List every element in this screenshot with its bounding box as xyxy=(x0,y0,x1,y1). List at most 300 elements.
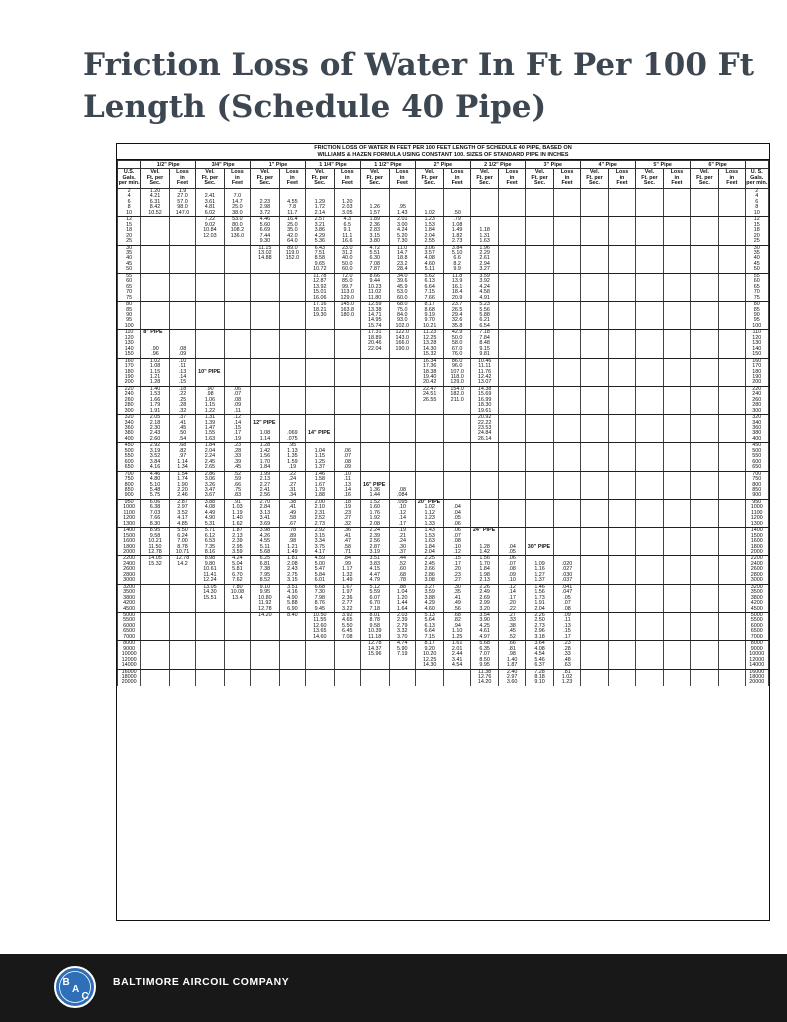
table-cell: 8.78 xyxy=(360,618,389,623)
table-cell: 6.24 xyxy=(169,534,195,539)
table-cell: .09 xyxy=(554,612,580,618)
table-cell: 2.96 xyxy=(525,629,554,634)
table-cell: 8.17 xyxy=(415,302,444,308)
table-cell: .71 xyxy=(334,550,360,556)
table-cell: 1.89 xyxy=(360,217,389,223)
table-cell: 2.20 xyxy=(169,488,195,493)
table-cell: .52 xyxy=(224,471,250,477)
table-cell: 10.61 xyxy=(196,567,225,572)
table-cell: .06 xyxy=(224,386,250,392)
gpm-cell: 6500 xyxy=(118,629,141,634)
table-cell: 30" PIPE xyxy=(525,545,554,550)
gpm-cell: 850 xyxy=(745,488,768,493)
gpm-cell: 280 xyxy=(745,403,768,408)
gpm-cell: 2400 xyxy=(745,562,768,567)
table-cell: 14.37 xyxy=(360,647,389,652)
table-cell: 7.00 xyxy=(169,539,195,544)
gpm-cell: 220 xyxy=(118,386,141,392)
gpm-cell: 1100 xyxy=(118,511,141,516)
table-cell: 3.84 xyxy=(141,460,170,465)
table-cell: 1.28 xyxy=(251,443,280,449)
velocity-header-line: Vel. xyxy=(315,169,325,176)
table-cell: .12 xyxy=(389,511,415,516)
table-cell: 11.1 xyxy=(334,234,360,239)
table-cell: 1.17 xyxy=(334,567,360,572)
table-cell: 1.16 xyxy=(525,567,554,572)
table-cell: 2.25 xyxy=(415,556,444,562)
table-cell: 1.14 xyxy=(251,437,280,443)
table-cell: 4.55 xyxy=(251,539,280,544)
table-cell: 16.6 xyxy=(334,239,360,245)
gpm-cell: 2800 xyxy=(118,573,141,578)
table-cell: 45.9 xyxy=(389,285,415,290)
table-cell: .95 xyxy=(279,443,305,449)
table-cell: .28 xyxy=(554,647,580,652)
table-cell: 2.92 xyxy=(141,443,170,449)
table-cell: 5.71 xyxy=(196,528,225,534)
table-cell: .67 xyxy=(279,522,305,528)
table-cell: 102.0 xyxy=(389,324,415,330)
table-cell: 2.04 xyxy=(196,449,225,454)
table-cell: 12.78 xyxy=(169,556,195,562)
gpm-cell: 220 xyxy=(745,386,768,392)
table-cell: 6.25 xyxy=(251,556,280,562)
table-cell: 5.68 xyxy=(470,641,499,647)
table-cell: 4.85 xyxy=(169,522,195,528)
table-cell: 1.26 xyxy=(360,205,389,210)
table-cell: 1.67 xyxy=(306,483,335,488)
table-cell: .12 xyxy=(499,584,525,590)
gpm-cell: 1000 xyxy=(745,505,768,510)
table-cell: 3.67 xyxy=(196,493,225,499)
table-cell: 2.01 xyxy=(389,217,415,223)
table-cell: .34 xyxy=(279,493,305,499)
gpm-cell: 55 xyxy=(118,273,141,279)
pipe-size-header: 6" Pipe xyxy=(690,161,745,169)
loss-header-line: Loss xyxy=(725,169,739,176)
table-cell: 7.15 xyxy=(415,290,444,295)
table-cell: 119.0 xyxy=(279,251,305,256)
velocity-header-line: Ft. per xyxy=(201,174,219,181)
table-cell: 1.43 xyxy=(389,211,415,217)
table-cell: 8.98 xyxy=(196,556,225,562)
table-cell: 2.36 xyxy=(360,223,389,228)
table-cell: 9.58 xyxy=(360,624,389,629)
gpm-cell: 120 xyxy=(118,336,141,341)
table-cell: 1.31 xyxy=(470,234,499,239)
table-cell: 15.32 xyxy=(415,352,444,358)
loss-header-line: Feet xyxy=(396,180,408,187)
table-cell: 2.99 xyxy=(470,601,499,606)
table-cell: 1.63 xyxy=(415,539,444,544)
table-cell: 11.18 xyxy=(360,635,389,641)
table-cell: 7.19 xyxy=(389,652,415,657)
gpm-cell: 180 xyxy=(118,370,141,375)
table-cell: 14.95 xyxy=(360,318,389,323)
table-cell: 8" PIPE xyxy=(141,330,170,336)
table-cell: .37 xyxy=(389,550,415,556)
table-cell: 1.72 xyxy=(306,205,335,210)
table-cell: 1.14 xyxy=(169,460,195,465)
table-cell: 4.24 xyxy=(389,228,415,233)
table-cell: 2.03 xyxy=(334,205,360,210)
table-cell: 7.38 xyxy=(251,567,280,572)
table-cell: 76.0 xyxy=(444,352,470,358)
table-cell: 3.60 xyxy=(499,680,525,685)
gpm-cell: 2200 xyxy=(118,556,141,562)
gpm-cell: 35 xyxy=(118,251,141,256)
gpm-cell: 20 xyxy=(118,234,141,239)
table-cell: .48 xyxy=(554,658,580,663)
table-cell: 1.70 xyxy=(470,562,499,567)
loss-header xyxy=(499,169,525,189)
table-cell: 10.52 xyxy=(141,211,170,217)
table-cell: 4.80 xyxy=(141,477,170,482)
table-cell: 4.97 xyxy=(470,635,499,641)
table-cell: 11.38 xyxy=(470,669,499,675)
table-cell: 7.15 xyxy=(415,635,444,641)
table-cell: 7.87 xyxy=(360,267,389,273)
gpm-cell: 4 xyxy=(745,194,768,199)
table-cell: 6.02 xyxy=(196,211,225,217)
table-cell: .38 xyxy=(279,499,305,505)
table-cell: .05 xyxy=(444,516,470,521)
gpm-cell: 95 xyxy=(118,318,141,323)
gpm-cell: 90 xyxy=(118,313,141,318)
table-cell: 2.45 xyxy=(196,460,225,465)
gpm-cell: 4500 xyxy=(745,607,768,613)
table-cell: 4.46 xyxy=(141,471,170,477)
table-cell: 4.47 xyxy=(360,573,389,578)
gpm-cell: 300 xyxy=(745,409,768,415)
table-cell: .04 xyxy=(444,505,470,510)
table-cell: 42.0 xyxy=(279,234,305,239)
loss-header-line: in xyxy=(509,174,515,181)
table-cell: 14.30 xyxy=(415,347,444,352)
table-cell: .15 xyxy=(554,629,580,634)
gpm-cell: 320 xyxy=(745,415,768,421)
table-cell xyxy=(580,680,609,685)
table-cell: 5.81 xyxy=(224,567,250,572)
table-cell: 24.51 xyxy=(415,392,444,397)
table-cell: 9.20 xyxy=(415,647,444,652)
gpm-cell: 12000 xyxy=(745,658,768,663)
gpm-cell: 120 xyxy=(745,336,768,341)
gpm-header-right-line: U. S. xyxy=(750,169,763,176)
table-cell: 2.79 xyxy=(389,624,415,629)
table-cell: 4.21 xyxy=(141,194,170,199)
svg-text:B: B xyxy=(62,977,70,988)
table-cell: .030 xyxy=(554,573,580,578)
table-cell: 4.65 xyxy=(334,618,360,623)
table-cell: 12.25 xyxy=(415,658,444,663)
gpm-cell: 2 xyxy=(118,189,141,195)
table-cell: 8.95 xyxy=(141,528,170,534)
table-cell: 6.12 xyxy=(196,534,225,539)
table-cell: 14.05 xyxy=(141,556,170,562)
table-cell: 5.50 xyxy=(169,528,195,534)
table-cell: 2.92 xyxy=(306,528,335,534)
table-cell: 20.9 xyxy=(444,296,470,302)
loss-header xyxy=(664,169,690,189)
loss-header xyxy=(554,169,580,189)
table-cell: 1.21 xyxy=(279,545,305,550)
table-cell: 2.75 xyxy=(279,573,305,578)
table-cell: 15.69 xyxy=(470,392,499,397)
table-cell: 9.1 xyxy=(334,228,360,233)
gpm-cell: 1500 xyxy=(118,534,141,539)
table-cell: 2.73 xyxy=(525,624,554,629)
table-cell: 4.61 xyxy=(470,629,499,634)
table-cell: .39 xyxy=(224,460,250,465)
table-cell: .06 xyxy=(499,556,525,562)
table-cell: 5.59 xyxy=(360,590,389,595)
gpm-cell: 800 xyxy=(118,483,141,488)
table-cell: .22 xyxy=(499,607,525,613)
pipe-size-header: 3/4" Pipe xyxy=(196,161,251,169)
gpm-cell: 65 xyxy=(118,285,141,290)
table-cell: 9.02 xyxy=(196,223,225,228)
table-cell: 3.92 xyxy=(334,612,360,618)
table-cell: 7.08 xyxy=(360,262,389,267)
gpm-cell: 80 xyxy=(745,302,768,308)
gpm-cell: 3000 xyxy=(118,578,141,584)
table-cell: .07 xyxy=(499,562,525,567)
loss-header-line: Feet xyxy=(671,180,683,187)
gpm-cell: 7000 xyxy=(118,635,141,641)
table-cell: 1.25 xyxy=(306,460,335,465)
gpm-cell: 240 xyxy=(745,392,768,397)
table-cell: 5.56 xyxy=(470,308,499,313)
table-cell: .54 xyxy=(169,437,195,443)
table-cell: 4.49 xyxy=(196,511,225,516)
table-cell: 3.86 xyxy=(306,228,335,233)
table-cell: 1.19 xyxy=(224,511,250,516)
table-cell: .069 xyxy=(279,431,305,436)
table-cell: .19 xyxy=(389,528,415,534)
table-cell: .08 xyxy=(554,607,580,613)
gpm-cell: 12 xyxy=(118,217,141,223)
table-cell: 12.78 xyxy=(251,607,280,613)
table-cell: 2.73 xyxy=(306,522,335,528)
table-cell: .10 xyxy=(169,358,195,364)
table-cell: 8.30 xyxy=(141,522,170,528)
table-cell: 28.4 xyxy=(389,267,415,273)
gpm-cell: 10 xyxy=(745,211,768,217)
gpm-cell: 260 xyxy=(745,398,768,403)
table-caption xyxy=(117,144,769,160)
table-cell: 3.05 xyxy=(334,211,360,217)
table-cell: 3.47 xyxy=(196,488,225,493)
table-cell: 14.20 xyxy=(251,612,280,618)
gpm-cell: 3000 xyxy=(745,578,768,584)
table-cell: .13 xyxy=(169,370,195,375)
table-cell: 1.70 xyxy=(251,460,280,465)
table-cell: .68 xyxy=(389,573,415,578)
table-cell: 4.79 xyxy=(360,578,389,584)
table-cell: 4.74 xyxy=(389,641,415,647)
table-cell: 1.22 xyxy=(196,409,225,415)
table-cell: .33 xyxy=(554,652,580,657)
velocity-header-line: Sec. xyxy=(314,180,326,187)
table-cell: 3.41 xyxy=(251,516,280,521)
table-cell: 1.04 xyxy=(306,449,335,454)
table-cell: 5.12 xyxy=(360,584,389,590)
gpm-cell: 18000 xyxy=(118,675,141,680)
table-cell: 1.81 xyxy=(279,556,305,562)
table-cell: 5.50 xyxy=(334,624,360,629)
table-cell: 1.49 xyxy=(444,228,470,233)
table-cell: 2.66 xyxy=(415,567,444,572)
table-cell: .94 xyxy=(444,624,470,629)
table-cell: 93.0 xyxy=(389,318,415,323)
gpm-cell: 140 xyxy=(118,347,141,352)
table-cell: .27 xyxy=(334,516,360,521)
table-cell: .06 xyxy=(444,528,470,534)
table-cell: .04 xyxy=(499,545,525,550)
table-cell: 14" PIPE xyxy=(306,431,335,436)
gpm-cell: 5500 xyxy=(745,618,768,623)
table-cell: 1.44 xyxy=(360,493,389,499)
table-cell: 2.56 xyxy=(251,493,280,499)
table-cell: 18.8 xyxy=(389,256,415,261)
table-cell: 14.7 xyxy=(224,200,250,205)
table-cell: 18.30 xyxy=(470,403,499,408)
table-cell: 2.08 xyxy=(360,522,389,528)
table-cell: 1.76 xyxy=(360,511,389,516)
table-cell: 3.27 xyxy=(470,267,499,273)
gpm-cell: 18 xyxy=(745,228,768,233)
gpm-cell: 700 xyxy=(118,471,141,477)
loss-header-line: in xyxy=(564,174,570,181)
table-cell: 1.02 xyxy=(415,505,444,510)
table-cell: 1.87 xyxy=(224,528,250,534)
table-cell: 3.59 xyxy=(224,550,250,556)
table-cell: 11.23 xyxy=(415,330,444,336)
loss-header-line: Loss xyxy=(176,169,189,176)
gpm-cell: 6500 xyxy=(745,629,768,634)
gpm-cell: 3500 xyxy=(745,590,768,595)
table-cell: 40.0 xyxy=(334,256,360,261)
gpm-cell: 5000 xyxy=(745,612,768,618)
table-cell: 1.02 xyxy=(415,211,444,217)
gpm-cell: 900 xyxy=(745,493,768,499)
table-cell: 5.20 xyxy=(389,234,415,239)
gpm-cell: 1200 xyxy=(118,516,141,521)
table-cell: .27 xyxy=(444,578,470,584)
velocity-header-line: Sec. xyxy=(424,180,436,187)
gpm-header-right-line: per min. xyxy=(746,180,768,187)
table-cell: 1.28 xyxy=(470,545,499,550)
table-cell: 2.13 xyxy=(470,578,499,584)
gpm-cell: 170 xyxy=(745,364,768,369)
table-cell: 8.50 xyxy=(470,658,499,663)
table-cell: 2.41 xyxy=(251,488,280,493)
table-cell: 2.86 xyxy=(196,471,225,477)
table-cell: 11.11 xyxy=(470,364,499,369)
table-cell: 2.45 xyxy=(415,562,444,567)
gpm-cell: 85 xyxy=(745,308,768,313)
table-cell: 1.15 xyxy=(306,454,335,459)
table-cell: 2.57 xyxy=(306,217,335,223)
table-cell: 147.0 xyxy=(169,211,195,217)
table-cell: .11 xyxy=(224,409,250,415)
table-cell: .04 xyxy=(444,511,470,516)
gpm-header-line: per min. xyxy=(118,180,140,187)
table-cell: .15 xyxy=(444,556,470,562)
velocity-header xyxy=(196,169,225,189)
table-cell: 1.31 xyxy=(196,415,225,421)
table-cell: .52 xyxy=(389,562,415,567)
gpm-cell: 900 xyxy=(118,493,141,499)
table-cell: 14.88 xyxy=(251,256,280,261)
gpm-cell: 25 xyxy=(745,239,768,245)
table-cell: .17 xyxy=(499,596,525,601)
table-cell xyxy=(389,680,415,685)
table-cell: 11.02 xyxy=(360,290,389,295)
table-cell: .63 xyxy=(554,663,580,669)
table-cell: 1.62 xyxy=(224,522,250,528)
velocity-header-line: Ft. per xyxy=(531,174,548,181)
table-cell: .23 xyxy=(444,573,470,578)
gpm-cell: 3800 xyxy=(745,596,768,601)
table-cell: .35 xyxy=(444,590,470,595)
table-cell: 15.01 xyxy=(306,290,335,295)
table-cell: 7.35 xyxy=(196,545,225,550)
table-cell: 6.90 xyxy=(279,607,305,613)
table-cell: 9.10 xyxy=(525,680,554,685)
table-cell: 96.0 xyxy=(444,364,470,369)
table-cell: 3.26 xyxy=(196,483,225,488)
table-cell: 35.8 xyxy=(444,324,470,330)
table-cell: 3.06 xyxy=(196,477,225,482)
table-cell: 3.61 xyxy=(196,200,225,205)
table-cell: 3.13 xyxy=(251,511,280,516)
velocity-header-line: Vel. xyxy=(425,169,435,176)
table-cell: .047 xyxy=(554,590,580,595)
table-cell: 4.16 xyxy=(141,465,170,471)
table-cell: 4.90 xyxy=(196,516,225,521)
table-cell: 2.94 xyxy=(470,262,499,267)
table-cell: 9.9 xyxy=(444,267,470,273)
table-cell: .14 xyxy=(169,375,195,380)
table-cell: 12.78 xyxy=(141,550,170,556)
gpm-cell: 320 xyxy=(118,415,141,421)
table-cell xyxy=(664,680,690,685)
loss-header-line: Feet xyxy=(176,180,189,187)
table-cell: .06 xyxy=(444,522,470,528)
gpm-cell: 60 xyxy=(745,279,768,284)
table-cell: 11.80 xyxy=(360,296,389,302)
table-cell: 22.47 xyxy=(415,386,444,392)
table-cell: 1.18 xyxy=(470,228,499,233)
table-cell: 10.50 xyxy=(306,612,335,618)
table-cell: 7.62 xyxy=(224,578,250,584)
table-cell: 5.47 xyxy=(306,567,335,572)
table-cell: .24 xyxy=(389,539,415,544)
table-cell: .50 xyxy=(444,211,470,217)
table-cell: .44 xyxy=(389,556,415,562)
table-cell: 9.80 xyxy=(196,562,225,567)
gpm-header-right xyxy=(745,169,768,189)
table-cell: 5.31 xyxy=(196,522,225,528)
table-cell: .16 xyxy=(334,493,360,499)
loss-header-line: Loss xyxy=(395,169,409,176)
table-cell: 84.0 xyxy=(389,313,415,318)
table-cell: 4.25 xyxy=(470,624,499,629)
table-cell xyxy=(169,680,195,685)
table-cell: .49 xyxy=(444,601,470,606)
